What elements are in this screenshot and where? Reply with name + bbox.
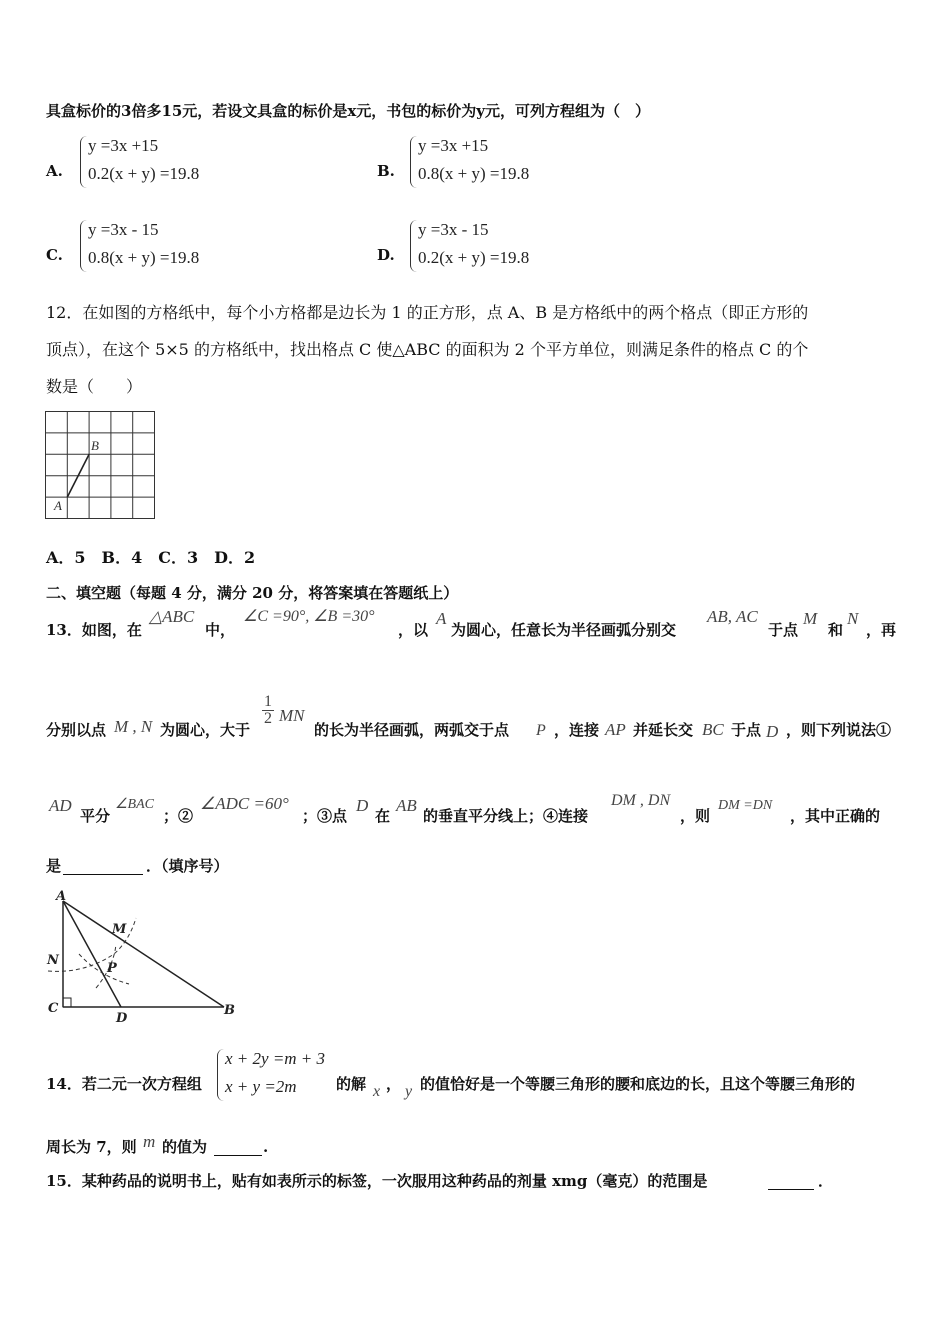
q13-text: ，再: [866, 621, 897, 639]
q13-text: ；③点: [302, 807, 348, 825]
q13-text: ，则下列说法①: [786, 721, 892, 739]
q14-text: 14．若二元一次方程组: [46, 1075, 202, 1093]
equation-line: y =3x - 15: [88, 220, 159, 239]
q12-line-3: 数是（ ）: [46, 377, 143, 396]
q13-text: ，其中正确的: [790, 807, 881, 825]
q13-math-bc: BC: [702, 720, 724, 739]
q14-text: 的值恰好是一个等腰三角形的腰和底边的长，且这个等腰三角形的: [420, 1075, 856, 1093]
q13-text: 于点: [731, 721, 762, 739]
q14-text: ，: [386, 1075, 402, 1093]
q13-math-mn: MN: [279, 706, 305, 725]
q13-text: 的长为半径画弧，两弧交于点: [314, 721, 510, 739]
q13-math-bac: ∠BAC: [115, 797, 154, 812]
q13-text: 于点: [768, 621, 799, 639]
q13-math-a: A: [436, 609, 447, 628]
q13-math-ab-ac: AB, AC: [707, 607, 758, 626]
equation-line: y =3x +15: [88, 136, 159, 155]
q13-math-d: D: [356, 796, 369, 815]
q13-math-m-n: M , N: [114, 717, 153, 736]
q13-text: 为圆心，任意长为半径画弧分别交: [451, 621, 677, 639]
q13-answer-blank: [63, 857, 143, 875]
q14-math-y: y: [405, 1083, 413, 1100]
fraction-denominator: 2: [264, 710, 272, 727]
grid-point-a-label: A: [54, 498, 62, 513]
q13-text: ；②: [163, 807, 194, 825]
q13-text: 和: [828, 621, 844, 639]
q14-math-x: x: [373, 1083, 381, 1100]
q12-answer-options: A．5 B．4 C．3 D．2: [46, 548, 256, 567]
q13-math-ab: AB: [396, 796, 417, 815]
q13-text: 的垂直平分线上；④连接: [423, 807, 589, 825]
q15-answer-blank: [768, 1172, 814, 1190]
q13-math-triangle: △ABC: [149, 607, 195, 626]
arc-from-n: [79, 954, 129, 984]
point-d-label: D: [116, 1011, 128, 1026]
q15-text: ．: [818, 1172, 834, 1190]
q12-line-1: 12．在如图的方格纸中，每个小方格都是边长为 1 的正方形，点 A、B 是方格纸中的两个格点（即正方形的: [46, 303, 809, 322]
q13-text: 是: [46, 857, 62, 875]
q14-text: 周长为 7，则: [46, 1138, 137, 1156]
q11-option-b-label: B.: [377, 162, 395, 180]
vertex-b-label: B: [224, 1003, 235, 1018]
q13-text: ，连接: [554, 721, 600, 739]
q14-answer-blank: [214, 1138, 262, 1156]
q11-option-a-label: A.: [46, 162, 63, 180]
right-angle-mark: [63, 998, 71, 1007]
equation-line: 0.8(x + y) =19.8: [418, 164, 530, 183]
point-m-label: M: [112, 922, 127, 937]
equation-line: 0.2(x + y) =19.8: [418, 248, 530, 267]
q13-math-ap: AP: [605, 720, 626, 739]
q13-math-n: N: [847, 609, 859, 628]
q13-math-adc: ∠ADC =60°: [200, 794, 289, 813]
point-p-label: P: [107, 961, 117, 976]
q13-text: 为圆心，大于: [160, 721, 251, 739]
q13-math-angles: ∠C =90°, ∠B =30°: [243, 608, 375, 625]
fraction-numerator: 1: [264, 693, 272, 710]
q13-math-d: D: [766, 722, 779, 741]
q12-grid-figure: [44, 410, 158, 522]
q13-text: ，则: [680, 807, 711, 825]
q13-triangle-figure: [44, 886, 240, 1026]
q13-math-dm-dn: DM , DN: [611, 792, 671, 809]
vertex-c-label: C: [48, 1001, 59, 1016]
equation-line: 0.8(x + y) =19.8: [88, 248, 200, 267]
q13-text: 平分: [80, 807, 111, 825]
q11-option-d-label: D.: [377, 246, 395, 264]
q14-text: .: [263, 1138, 269, 1156]
q13-math-p: P: [536, 722, 546, 739]
point-n-label: N: [47, 953, 59, 968]
section-2-title: 二、填空题（每题 4 分，满分 20 分，将答案填在答题纸上）: [46, 584, 459, 602]
q13-math-dm-eq-dn: DM =DN: [718, 798, 773, 813]
q11-stem: 具盒标价的3倍多15元，若设文具盒的标价是x元，书包的标价为y元，可列方程组为（ ）: [46, 102, 650, 120]
q12-line-2: 顶点），在这个 5×5 的方格纸中，找出格点 C 使△ABC 的面积为 2 个平方单位，则满足条件的格点 C 的个: [46, 340, 809, 359]
q11-option-c-label: C.: [46, 246, 63, 264]
q13-text: ．（填序号）: [146, 857, 229, 875]
q14-math-m: m: [143, 1132, 156, 1151]
q13-text: ，以: [398, 621, 429, 639]
equation-line: 0.2(x + y) =19.8: [88, 164, 200, 183]
q14-text: 的值为: [162, 1138, 208, 1156]
side-ab: [63, 901, 224, 1007]
q13-text: 13．如图，在: [46, 621, 142, 639]
equation-line: y =3x - 15: [418, 220, 489, 239]
q13-text: 分别以点: [46, 721, 107, 739]
q13-math-half-fraction: [262, 694, 274, 727]
segment-ad: [63, 901, 121, 1007]
q13-math-ad: AD: [49, 796, 72, 815]
equation-line: y =3x +15: [418, 136, 489, 155]
q13-text: 在: [375, 807, 391, 825]
equation-line: x + y =2m: [225, 1077, 297, 1096]
q15-text: 15．某种药品的说明书上，贴有如表所示的标签，一次服用这种药品的剂量 xmg（毫克）的范围是: [46, 1172, 708, 1190]
q13-math-m: M: [803, 609, 818, 628]
q13-text: 并延长交: [633, 721, 694, 739]
equation-line: x + 2y =m + 3: [225, 1049, 326, 1068]
q13-text: 中，: [205, 621, 236, 639]
grid-point-b-label: B: [91, 438, 99, 453]
vertex-a-label: A: [56, 889, 67, 904]
q14-text: 的解: [336, 1075, 367, 1093]
